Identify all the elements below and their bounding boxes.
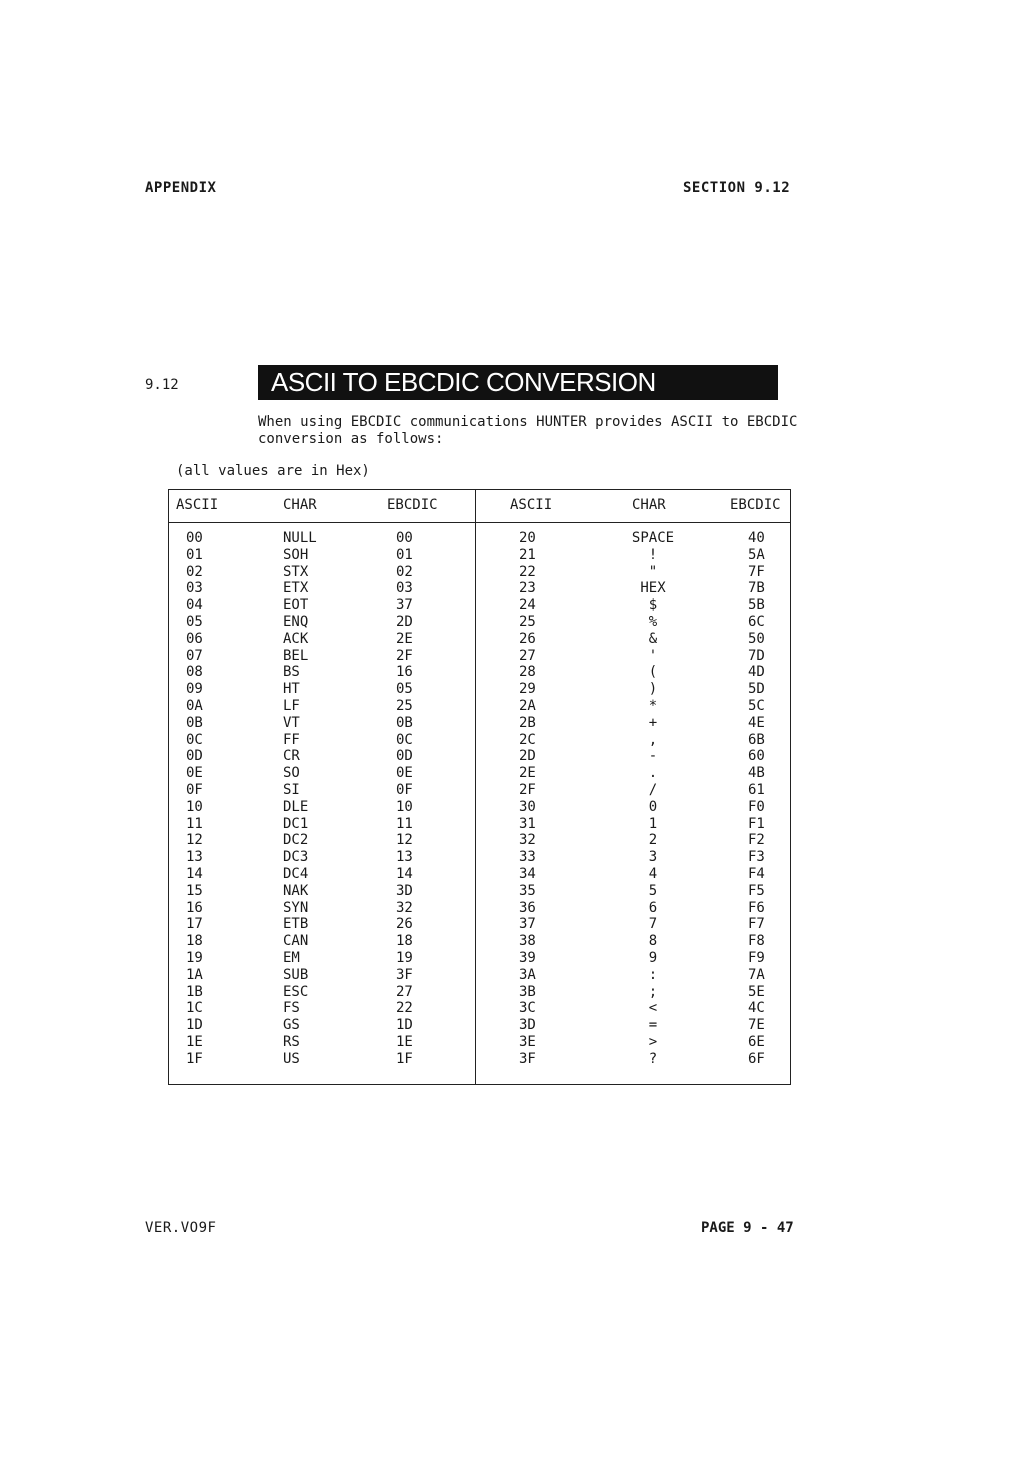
- table-cell: 6B: [748, 731, 765, 748]
- table-cell: 19: [396, 949, 413, 966]
- table-cell: 5C: [748, 697, 765, 714]
- table-cell: 2C: [519, 731, 536, 748]
- table-cell: 5A: [748, 546, 765, 563]
- table-cell: HEX: [640, 580, 666, 597]
- table-cell: 02: [186, 563, 203, 580]
- table-cell: ACK: [283, 630, 309, 647]
- table-cell: 0F: [396, 781, 413, 798]
- table-cell: -: [648, 748, 658, 765]
- table-cell: 29: [519, 681, 536, 698]
- table-cell: !: [648, 546, 658, 563]
- table-cell: 30: [519, 798, 536, 815]
- table-cell: 19: [186, 949, 203, 966]
- table-cell: 7: [648, 916, 658, 933]
- col-header-char-left: CHAR: [283, 497, 317, 513]
- hex-note: (all values are in Hex): [176, 463, 370, 479]
- table-cell: 7E: [748, 1017, 765, 1034]
- table-cell: 2D: [519, 748, 536, 765]
- table-cell: 00: [396, 530, 413, 546]
- table-cell: 0F: [186, 781, 203, 798]
- table-cell: 3D: [396, 882, 413, 899]
- table-cell: F0: [748, 798, 765, 815]
- table-cell: .: [648, 765, 658, 782]
- table-cell: 32: [396, 899, 413, 916]
- header-section: SECTION 9.12: [683, 180, 791, 196]
- table-cell: 31: [519, 815, 536, 832]
- table-cell: VT: [283, 714, 300, 731]
- table-cell: 24: [519, 597, 536, 614]
- table-cell: F7: [748, 916, 765, 933]
- table-cell: 04: [186, 597, 203, 614]
- table-cell: 36: [519, 899, 536, 916]
- table-cell: DC3: [283, 849, 309, 866]
- table-cell: 1E: [396, 1033, 413, 1050]
- table-cell: 6C: [748, 613, 765, 630]
- table-cell: 3B: [519, 983, 536, 1000]
- table-cell: 13: [186, 849, 203, 866]
- table-cell: EM: [283, 949, 300, 966]
- table-cell: 2F: [519, 781, 536, 798]
- table-cell: 23: [519, 580, 536, 597]
- table-cell: 0E: [396, 765, 413, 782]
- table-cell: 33: [519, 849, 536, 866]
- table-cell: 10: [186, 798, 203, 815]
- table-cell: SPACE: [631, 530, 675, 546]
- table-cell: 22: [519, 563, 536, 580]
- table-header-rule: [168, 522, 791, 523]
- table-cell: F9: [748, 949, 765, 966]
- table-cell: 5: [648, 882, 658, 899]
- table-cell: 37: [396, 597, 413, 614]
- table-cell: SI: [283, 781, 300, 798]
- table-cell: 6E: [748, 1033, 765, 1050]
- table-cell: 14: [396, 865, 413, 882]
- table-cell: 17: [186, 916, 203, 933]
- table-cell: 0E: [186, 765, 203, 782]
- table-cell: BS: [283, 664, 300, 681]
- table-cell: ): [648, 681, 658, 698]
- table-cell: 20: [519, 530, 536, 546]
- column-char-right: [622, 530, 684, 1068]
- table-cell: ETB: [283, 916, 309, 933]
- table-cell: ': [648, 647, 658, 664]
- table-cell: ETX: [283, 580, 309, 597]
- table-cell: 09: [186, 681, 203, 698]
- table-cell: DLE: [283, 798, 309, 815]
- table-cell: 38: [519, 933, 536, 950]
- table-cell: SOH: [283, 546, 309, 563]
- table-cell: 03: [186, 580, 203, 597]
- table-cell: SUB: [283, 966, 309, 983]
- table-cell: 15: [186, 882, 203, 899]
- table-cell: 12: [396, 832, 413, 849]
- col-header-ebcdic-right: EBCDIC: [730, 497, 781, 513]
- table-cell: 60: [748, 748, 765, 765]
- column-ascii-right: [519, 530, 536, 1068]
- table-cell: 02: [396, 563, 413, 580]
- table-cell: NAK: [283, 882, 309, 899]
- table-cell: 4C: [748, 1000, 765, 1017]
- table-cell: 2A: [519, 697, 536, 714]
- table-cell: 9: [648, 949, 658, 966]
- table-cell: 6F: [748, 1050, 765, 1067]
- table-cell: 1F: [396, 1050, 413, 1067]
- table-cell: /: [648, 781, 658, 798]
- table-cell: F1: [748, 815, 765, 832]
- table-cell: LF: [283, 697, 300, 714]
- table-cell: 03: [396, 580, 413, 597]
- table-cell: BEL: [283, 647, 309, 664]
- col-header-ebcdic-left: EBCDIC: [387, 497, 438, 513]
- table-cell: 18: [186, 933, 203, 950]
- table-cell: 01: [186, 546, 203, 563]
- table-cell: :: [648, 966, 658, 983]
- table-cell: HT: [283, 681, 300, 698]
- table-cell: F3: [748, 849, 765, 866]
- table-cell: 0D: [396, 748, 413, 765]
- table-cell: NULL: [283, 530, 317, 546]
- col-header-ascii-right: ASCII: [510, 497, 553, 513]
- table-cell: >: [648, 1033, 658, 1050]
- table-center-divider: [475, 489, 476, 1085]
- table-cell: DC4: [283, 865, 309, 882]
- table-cell: 1A: [186, 966, 203, 983]
- col-header-ascii-left: ASCII: [176, 497, 219, 513]
- table-cell: ;: [648, 983, 658, 1000]
- table-cell: 3F: [519, 1050, 536, 1067]
- section-number: 9.12: [145, 377, 179, 393]
- table-cell: 3D: [519, 1017, 536, 1034]
- table-cell: $: [648, 597, 658, 614]
- table-cell: 16: [186, 899, 203, 916]
- table-cell: =: [648, 1017, 658, 1034]
- table-cell: CAN: [283, 933, 309, 950]
- table-cell: 5B: [748, 597, 765, 614]
- table-cell: F8: [748, 933, 765, 950]
- table-cell: 1E: [186, 1033, 203, 1050]
- table-cell: 40: [748, 530, 765, 546]
- table-cell: 4: [648, 865, 658, 882]
- table-cell: GS: [283, 1017, 300, 1034]
- conversion-table-frame: [168, 489, 791, 1085]
- table-cell: 50: [748, 630, 765, 647]
- table-cell: 32: [519, 832, 536, 849]
- table-cell: 08: [186, 664, 203, 681]
- table-cell: &: [648, 630, 658, 647]
- table-cell: 18: [396, 933, 413, 950]
- table-cell: SO: [283, 765, 300, 782]
- table-cell: 2E: [396, 630, 413, 647]
- table-cell: 27: [396, 983, 413, 1000]
- table-cell: 1D: [396, 1017, 413, 1034]
- table-cell: 14: [186, 865, 203, 882]
- column-char-left: [283, 530, 317, 1068]
- table-cell: STX: [283, 563, 309, 580]
- table-cell: 3E: [519, 1033, 536, 1050]
- table-cell: EOT: [283, 597, 309, 614]
- table-cell: 39: [519, 949, 536, 966]
- table-cell: 61: [748, 781, 765, 798]
- table-cell: <: [648, 1000, 658, 1017]
- table-cell: 01: [396, 546, 413, 563]
- table-cell: 1C: [186, 1000, 203, 1017]
- table-cell: 0C: [186, 731, 203, 748]
- table-cell: 3: [648, 849, 658, 866]
- table-cell: US: [283, 1050, 300, 1067]
- table-cell: FF: [283, 731, 300, 748]
- column-ascii-left: [186, 530, 203, 1068]
- table-cell: 06: [186, 630, 203, 647]
- table-cell: ": [648, 563, 658, 580]
- table-cell: DC2: [283, 832, 309, 849]
- table-cell: 26: [396, 916, 413, 933]
- table-cell: 13: [396, 849, 413, 866]
- table-cell: 7F: [748, 563, 765, 580]
- table-cell: 25: [519, 613, 536, 630]
- footer-page-number: PAGE 9 - 47: [701, 1220, 794, 1236]
- table-cell: %: [648, 613, 658, 630]
- header-appendix: APPENDIX: [145, 180, 217, 196]
- table-cell: 5D: [748, 681, 765, 698]
- table-cell: FS: [283, 1000, 300, 1017]
- table-cell: 0: [648, 798, 658, 815]
- table-cell: 37: [519, 916, 536, 933]
- table-cell: 10: [396, 798, 413, 815]
- table-cell: 05: [396, 681, 413, 698]
- table-cell: 05: [186, 613, 203, 630]
- table-cell: 34: [519, 865, 536, 882]
- table-cell: ENQ: [283, 613, 309, 630]
- table-cell: 1B: [186, 983, 203, 1000]
- table-cell: 2B: [519, 714, 536, 731]
- table-cell: 11: [396, 815, 413, 832]
- table-cell: 35: [519, 882, 536, 899]
- table-cell: 22: [396, 1000, 413, 1017]
- section-title: ASCII TO EBCDIC CONVERSION: [258, 365, 778, 400]
- table-cell: 8: [648, 933, 658, 950]
- table-cell: 0B: [186, 714, 203, 731]
- table-cell: 2D: [396, 613, 413, 630]
- table-cell: 25: [396, 697, 413, 714]
- table-cell: 0D: [186, 748, 203, 765]
- table-cell: 21: [519, 546, 536, 563]
- table-cell: 16: [396, 664, 413, 681]
- table-cell: 7D: [748, 647, 765, 664]
- table-cell: 3C: [519, 1000, 536, 1017]
- table-cell: ,: [648, 731, 658, 748]
- table-cell: 5E: [748, 983, 765, 1000]
- table-cell: ?: [648, 1050, 658, 1067]
- table-cell: 0B: [396, 714, 413, 731]
- table-cell: 26: [519, 630, 536, 647]
- table-cell: 2F: [396, 647, 413, 664]
- column-ebcdic-left: [396, 530, 413, 1068]
- table-cell: (: [648, 664, 658, 681]
- table-cell: 0A: [186, 697, 203, 714]
- table-cell: F5: [748, 882, 765, 899]
- table-cell: 6: [648, 899, 658, 916]
- table-cell: ESC: [283, 983, 309, 1000]
- table-cell: 0C: [396, 731, 413, 748]
- col-header-char-right: CHAR: [632, 497, 666, 513]
- intro-paragraph: When using EBCDIC communications HUNTER provides ASCII to EBCDIC conversion as follows:: [258, 414, 798, 447]
- table-cell: 00: [186, 530, 203, 546]
- table-cell: CR: [283, 748, 300, 765]
- table-cell: 11: [186, 815, 203, 832]
- table-cell: *: [648, 697, 658, 714]
- table-cell: 28: [519, 664, 536, 681]
- table-cell: RS: [283, 1033, 300, 1050]
- table-cell: 2: [648, 832, 658, 849]
- table-cell: 12: [186, 832, 203, 849]
- table-cell: 3A: [519, 966, 536, 983]
- table-cell: +: [648, 714, 658, 731]
- table-cell: 07: [186, 647, 203, 664]
- table-cell: 4D: [748, 664, 765, 681]
- table-cell: 7A: [748, 966, 765, 983]
- table-cell: 7B: [748, 580, 765, 597]
- table-cell: 1F: [186, 1050, 203, 1067]
- table-cell: 1: [648, 815, 658, 832]
- footer-version: VER.VO9F: [145, 1220, 217, 1236]
- table-cell: 3F: [396, 966, 413, 983]
- table-cell: 27: [519, 647, 536, 664]
- table-cell: F2: [748, 832, 765, 849]
- table-cell: 1D: [186, 1017, 203, 1034]
- table-cell: F4: [748, 865, 765, 882]
- column-ebcdic-right: [748, 530, 765, 1068]
- table-cell: 4E: [748, 714, 765, 731]
- table-cell: 2E: [519, 765, 536, 782]
- table-cell: F6: [748, 899, 765, 916]
- table-cell: 4B: [748, 765, 765, 782]
- table-cell: SYN: [283, 899, 309, 916]
- table-cell: DC1: [283, 815, 309, 832]
